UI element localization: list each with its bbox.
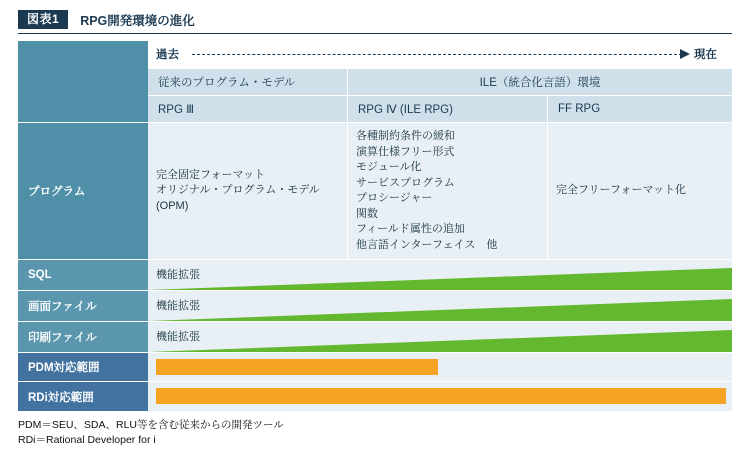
program-rpg4-item: サービスプログラム [356,176,455,189]
rdi-coverage-bar [148,382,732,411]
row-print-file-value: 機能拡張 [156,331,200,343]
row-sql-band [148,260,732,291]
figure-title-row [18,10,195,29]
row-label-rdi: RDi対応範囲 [18,382,148,411]
row-label-sql: SQL [18,260,148,291]
page-title: RPG開発環境の進化 [80,13,195,28]
corner-spacer [18,41,148,123]
row-display-file-value: 機能拡張 [156,300,200,312]
diagram-body [18,41,732,411]
program-rpg4-item: モジュール化 [356,161,422,173]
cell-program-rpg3-line2: オリジナル・プログラム・モデル(OPM) [156,184,320,212]
cell-program-rpg3-line1: 完全固定フォーマット [156,168,266,181]
header-col-rpg4: RPG Ⅳ (ILE RPG) [348,96,548,123]
cell-program-rpg3 [148,123,348,260]
footnote-rdi: RDi＝Rational Developer for i [18,434,156,446]
footnote-pdm: PDM＝SEU、SDA、RLU等を含む従来からの開発ツール [18,419,284,431]
row-rdi-band [148,382,732,411]
row-display-file-band [148,291,732,322]
display-file-growth-band [148,291,732,322]
figure-number-badge: 図表1 [18,10,68,29]
program-rpg4-item: 関数 [356,207,378,220]
cell-program-rpg4 [348,123,548,260]
print-file-growth-band [148,322,732,353]
program-rpg4-item: 演算仕様フリー形式 [356,145,455,158]
row-print-file-band [148,322,732,353]
header-col-ffrpg: FF RPG [548,96,732,123]
program-rpg4-item: フィールド属性の追加 [356,223,465,235]
program-rpg4-item: プロシージャー [356,192,433,204]
timeline-axis [148,41,732,69]
row-label-print-file: 印刷ファイル [18,322,148,353]
timeline-past-label: 過去 [156,49,179,61]
header-legacy-model: 従来のプログラム・モデル [148,69,348,96]
title-divider [18,33,732,34]
timeline-present-label: 現在 [694,49,717,61]
cell-program-ffrpg: 完全フリーフォーマット化 [548,123,732,260]
row-sql-value: 機能拡張 [156,269,200,281]
row-label-pdm: PDM対応範囲 [18,353,148,382]
sql-growth-band [148,260,732,291]
row-label-program: プログラム [18,123,148,260]
program-rpg4-item: 各種制約条件の緩和 [356,130,455,142]
header-col-rpg3: RPG Ⅲ [148,96,348,123]
footnotes [18,418,284,448]
timeline-arrow-icon [680,49,690,59]
row-label-display-file: 画面ファイル [18,291,148,322]
timeline-dashed-line [192,54,682,55]
header-ile-environment: ILE（統合化言語）環境 [348,69,732,96]
pdm-coverage-bar [148,353,732,382]
row-pdm-band [148,353,732,382]
program-rpg4-item: 他言語インターフェイス 他 [356,238,498,251]
